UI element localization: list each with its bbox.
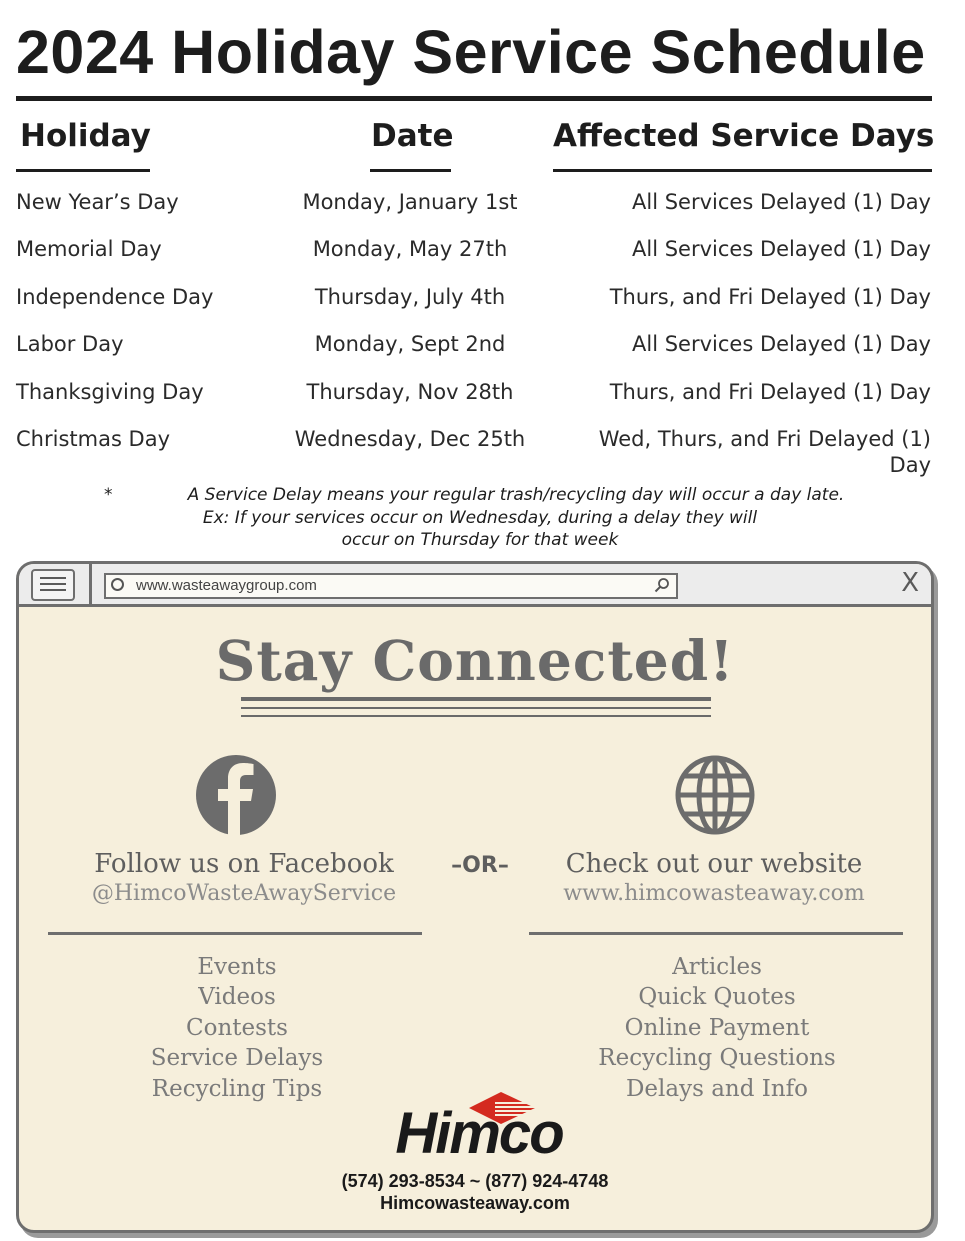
table-row bbox=[0, 236, 965, 266]
page-title: 2024 Holiday Service Schedule bbox=[16, 18, 926, 86]
list-item: Online Payment bbox=[624, 1014, 810, 1041]
header-rule-holiday bbox=[16, 169, 150, 172]
list-item: Recycling Questions bbox=[598, 1045, 836, 1072]
facebook-icon[interactable] bbox=[195, 754, 277, 836]
holiday-date: Monday, May 27th bbox=[312, 237, 508, 261]
globe-icon[interactable] bbox=[674, 754, 756, 836]
note-line-2: Ex: If your services occur on Wednesday, during a delay they will bbox=[202, 507, 758, 528]
facebook-rule bbox=[48, 932, 422, 935]
affected-days: Thurs, and Fri Delayed (1) Day bbox=[609, 380, 931, 404]
note-line-1: A Service Delay means your regular trash/recycling day will occur a day late. bbox=[187, 485, 845, 505]
list-item: Contests bbox=[186, 1014, 288, 1041]
phone-numbers: (574) 293-8534 ~ (877) 924-4748 bbox=[341, 1171, 609, 1191]
affected-days: All Services Delayed (1) Day bbox=[632, 332, 931, 356]
toolbar-divider bbox=[89, 564, 92, 604]
table-row bbox=[0, 189, 965, 219]
holiday-date: Thursday, Nov 28th bbox=[306, 380, 514, 404]
holiday-date: Wednesday, Dec 25th bbox=[294, 427, 526, 451]
table-row bbox=[0, 284, 965, 314]
heading-underline bbox=[241, 697, 711, 701]
list-item: Events bbox=[197, 954, 277, 980]
browser-toolbar bbox=[19, 564, 931, 607]
website-rule bbox=[529, 932, 903, 935]
magnifier-icon[interactable] bbox=[654, 577, 670, 593]
affected-days-line1: Wed, Thurs, and Fri Delayed (1) bbox=[598, 427, 931, 451]
col-header-holiday: Holiday bbox=[20, 118, 151, 154]
list-item: Articles bbox=[672, 954, 762, 980]
footer-website[interactable]: Himcowasteaway.com bbox=[380, 1193, 570, 1213]
list-item: Quick Quotes bbox=[638, 984, 796, 1011]
holiday-name: Christmas Day bbox=[16, 427, 171, 451]
service-delay-note bbox=[60, 484, 900, 552]
affected-days: All Services Delayed (1) Day bbox=[632, 190, 931, 214]
holiday-name: New Year’s Day bbox=[16, 190, 179, 214]
holiday-name: Thanksgiving Day bbox=[16, 380, 204, 404]
note-line-3: occur on Thursday for that week bbox=[341, 530, 619, 550]
heading-underline bbox=[241, 715, 711, 717]
website-url[interactable]: www.himcowasteaway.com bbox=[563, 881, 865, 906]
title-rule bbox=[16, 96, 932, 101]
header-rule-date bbox=[370, 169, 451, 172]
stay-connected-heading: Stay Connected! bbox=[215, 628, 735, 693]
list-item: Recycling Tips bbox=[151, 1075, 323, 1102]
holiday-name: Memorial Day bbox=[16, 237, 162, 261]
holiday-date: Thursday, July 4th bbox=[314, 285, 506, 309]
facebook-heading: Follow us on Facebook bbox=[94, 849, 394, 879]
list-item: Videos bbox=[198, 984, 276, 1011]
address-bar[interactable] bbox=[104, 573, 678, 599]
address-url: www.wasteawaygroup.com bbox=[136, 577, 317, 594]
browser-window bbox=[16, 561, 934, 1233]
note-asterisk: * bbox=[104, 485, 113, 505]
holiday-name: Independence Day bbox=[16, 285, 214, 309]
holiday-name: Labor Day bbox=[16, 332, 124, 356]
table-row bbox=[0, 426, 965, 480]
facebook-topics bbox=[47, 952, 427, 1104]
table-row bbox=[0, 379, 965, 409]
table-row bbox=[0, 331, 965, 361]
himco-logo: Himco bbox=[395, 1101, 563, 1166]
col-header-affected: Affected Service Days bbox=[553, 118, 935, 154]
col-header-date: Date bbox=[371, 118, 454, 154]
heading-underline bbox=[241, 707, 711, 709]
affected-days: All Services Delayed (1) Day bbox=[632, 237, 931, 261]
holiday-date: Monday, Sept 2nd bbox=[314, 332, 506, 356]
facebook-handle[interactable]: @HimcoWasteAwayService bbox=[91, 881, 397, 906]
circle-icon bbox=[111, 578, 124, 591]
website-heading: Check out our website bbox=[565, 849, 863, 879]
website-topics bbox=[527, 952, 907, 1104]
hamburger-menu-icon[interactable] bbox=[31, 569, 75, 601]
list-item: Service Delays bbox=[150, 1045, 324, 1072]
holiday-date: Monday, January 1st bbox=[302, 190, 518, 214]
header-rule-affected bbox=[553, 169, 932, 172]
affected-days-line2: Day bbox=[889, 453, 931, 477]
list-item: Delays and Info bbox=[625, 1075, 809, 1102]
or-divider: –OR– bbox=[451, 853, 509, 878]
close-button[interactable]: X bbox=[901, 568, 919, 598]
affected-days: Thurs, and Fri Delayed (1) Day bbox=[609, 285, 931, 309]
